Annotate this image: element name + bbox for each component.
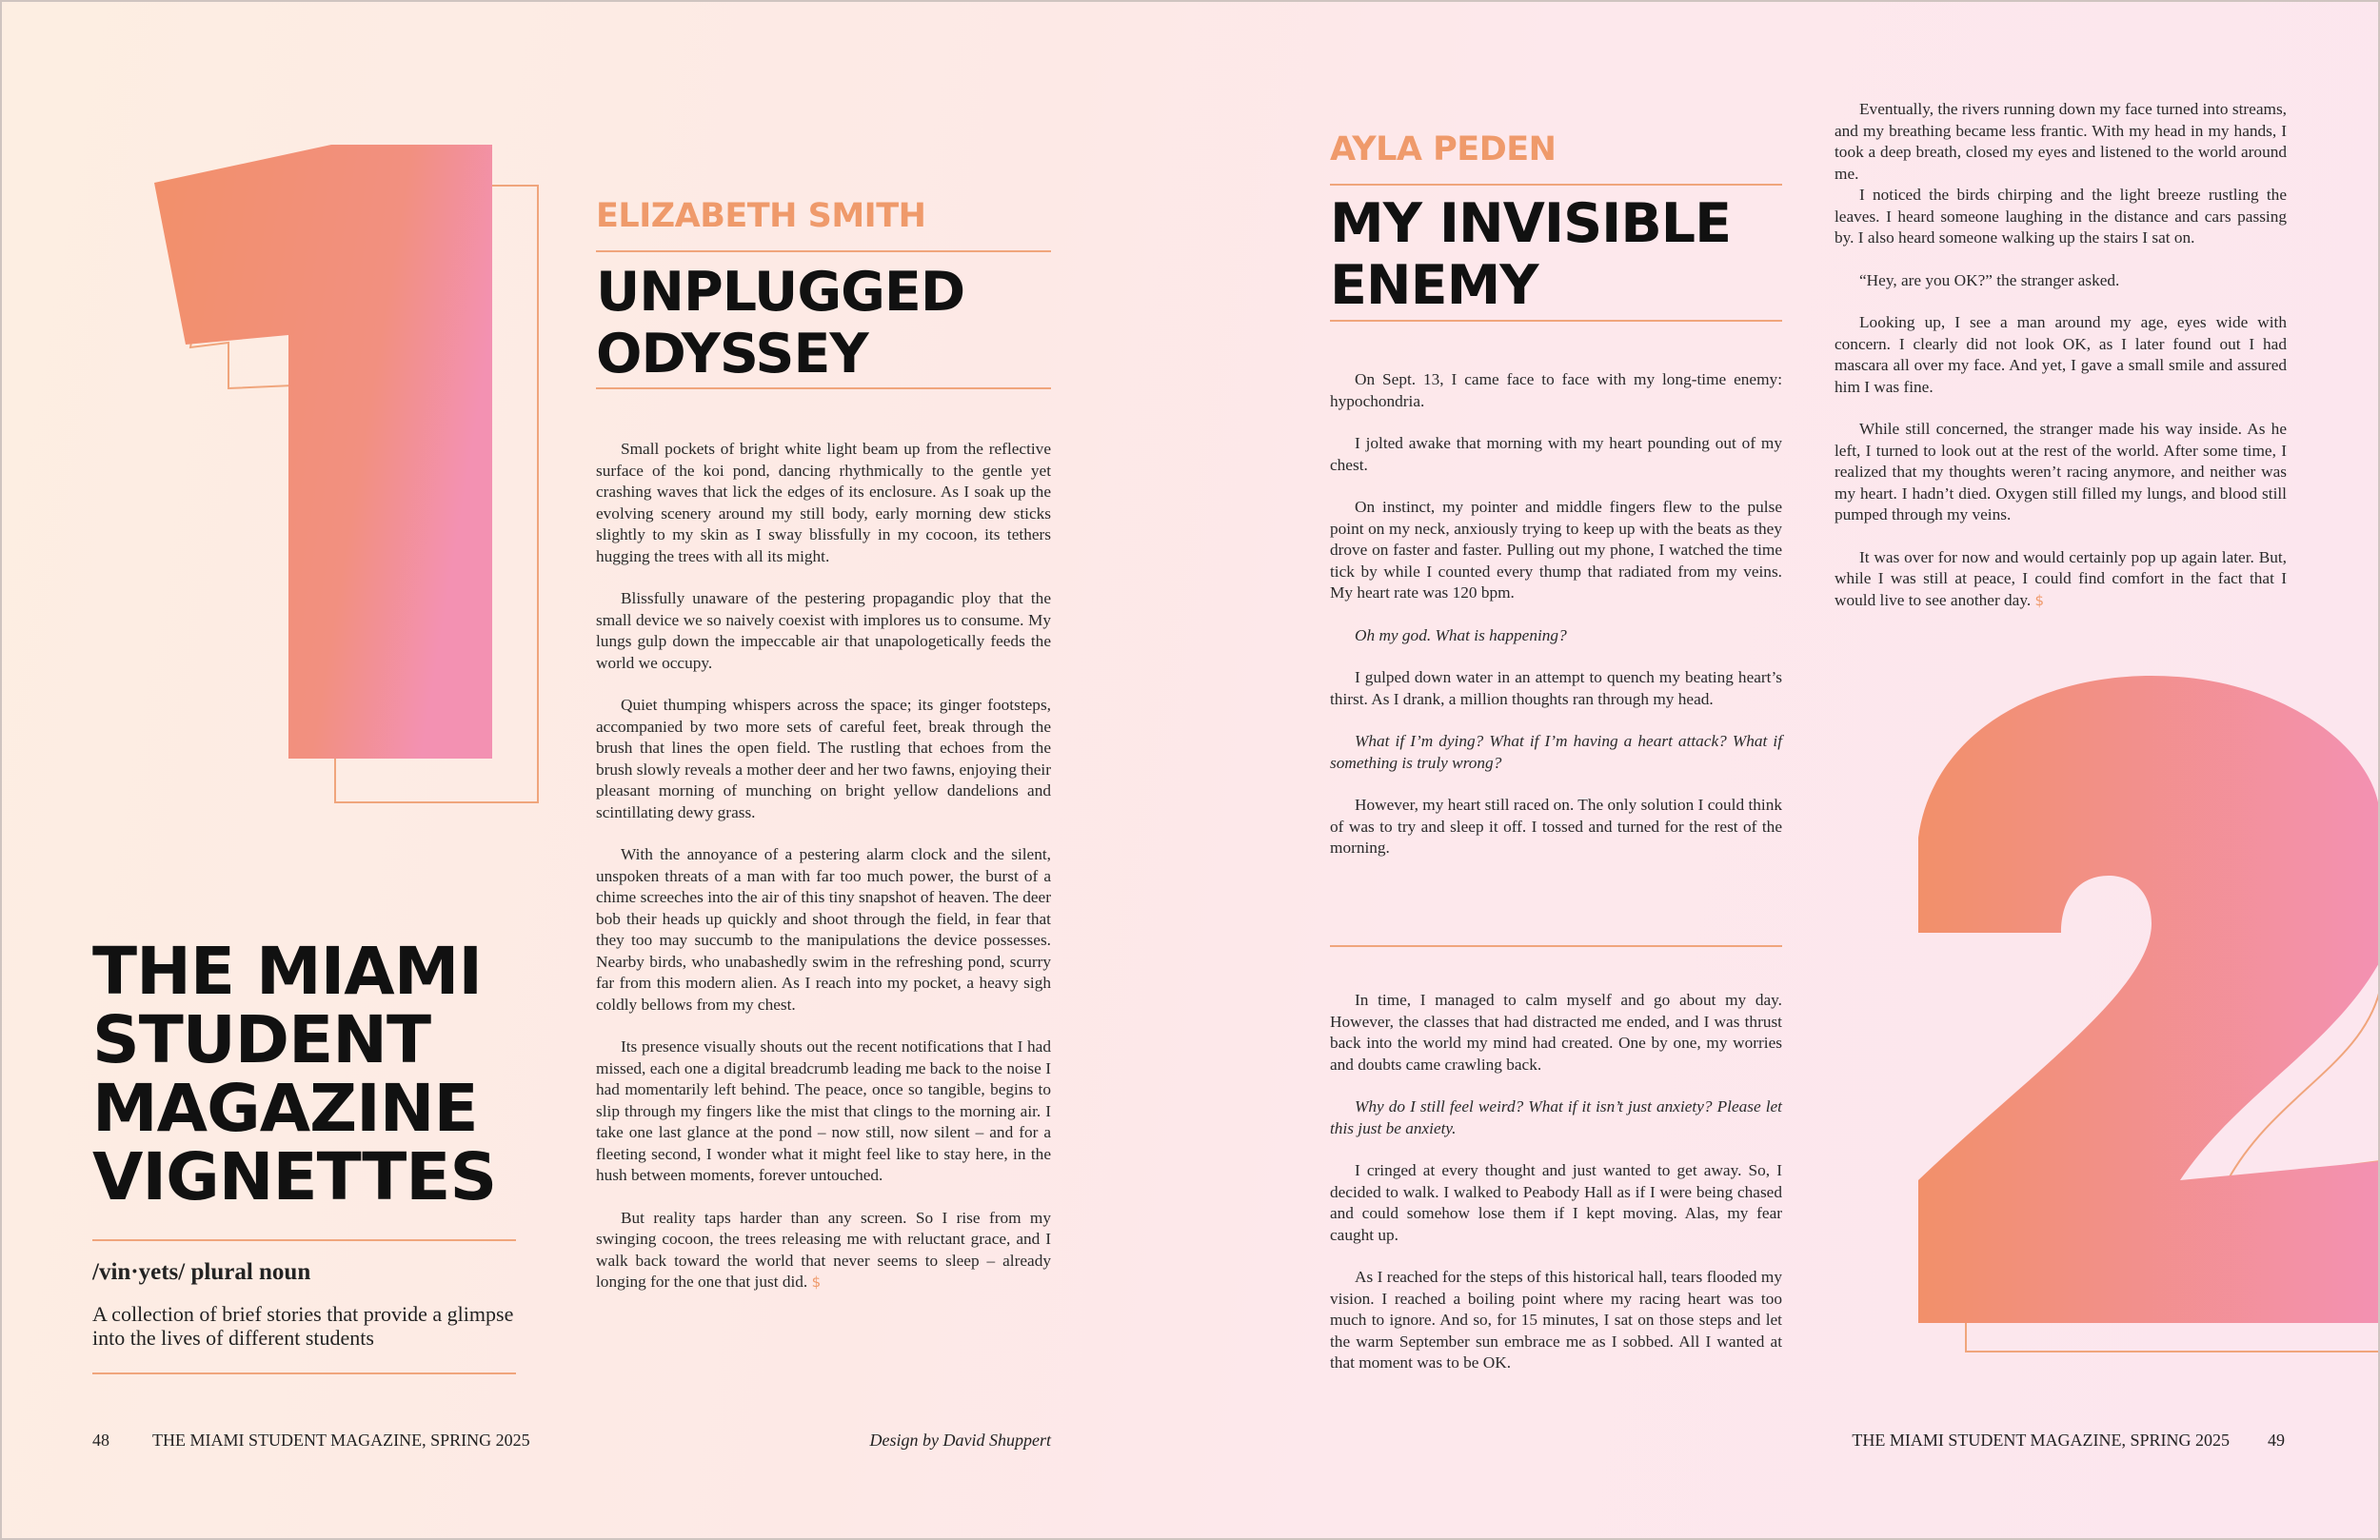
story2-author: AYLA PEDEN	[1330, 130, 1557, 168]
story2-col2	[1835, 99, 2287, 632]
story2-paragraph: I jolted awake that morning with my heart pounding out of my chest.	[1330, 434, 1782, 474]
title-rule-bottom	[92, 1372, 516, 1374]
story2-paragraph: While still concerned, the stranger made his way inside. As he left, I turned to look out at the rest of the world. After some time, I realized that my thoughts weren’t racing anymore, and neither was my heart. I hadn’t died. Oxygen still filled my lungs, and blood still pumped through my veins.	[1835, 420, 2287, 523]
story2-paragraph: I gulped down water in an attempt to quench my beating heart’s thirst. As I drank, a million thoughts ran through my head.	[1330, 668, 1782, 708]
story1-paragraph: Blissfully unaware of the pestering propagandic ploy that the small device we so naively coexist with implores us to consume. My lungs gulp down the impeccable air that unapologetically feeds the world we occupy.	[596, 589, 1051, 672]
story2-paragraph-last: It was over for now and would certainly pop up again later. But, while I was still at peace, I could find comfort in the fact that I would live to see another day. $	[1835, 547, 2287, 609]
story2-title-line1: MY INVISIBLE	[1330, 192, 1732, 255]
story1-author-rule	[596, 250, 1051, 252]
story2-title	[1330, 193, 1731, 317]
story2-paragraph: I cringed at every thought and just wanted to get away. So, I decided to walk. I walked to Peabody Hall as if I were being chased and could somehow lose them if I kept moving. Alas, my fear caught up.	[1330, 1161, 1782, 1244]
definition-heading: /vin·yets/ plural noun	[92, 1259, 311, 1285]
left-running-footer: THE MIAMI STUDENT MAGAZINE, SPRING 2025	[152, 1431, 530, 1450]
right-page-number: 49	[2268, 1431, 2285, 1450]
end-mark-icon: $	[811, 1273, 822, 1291]
story1-title-line1: UNPLUGGED	[596, 261, 965, 324]
story1-author: ELIZABETH SMITH	[596, 197, 926, 235]
story1-body	[596, 439, 1051, 1314]
story2-paragraph: On instinct, my pointer and middle fingers flew to the pulse point on my neck, anxiously trying to keep up with the beats as they drove on faster and faster. Pulling out my phone, I watched the time tick by while I counted every thump that radiated from my veins. My heart rate was 120 bpm.	[1330, 498, 1782, 602]
story1-title	[596, 262, 964, 385]
story2-paragraph: However, my heart still raced on. The only solution I could think of was to try and sleep it off. I tossed and turned for the rest of the morning.	[1330, 796, 1782, 857]
story2-title-rule	[1330, 320, 1782, 322]
story1-paragraph: Quiet thumping whispers across the space; its ginger footsteps, accompanied by two more sets of careful feet, break through the brush that lines the open field. The rustling that echoes from the brush slowly reveals a mother deer and her two fawns, enjoying their pleasant morning of munching on bright yellow dandelions and scintillating dewy grass.	[596, 696, 1051, 821]
story2-col1-part1	[1330, 369, 1782, 880]
story1-paragraph: Its presence visually shouts out the recent notifications that I had missed, each one a digital breadcrumb leading me back to the noise I had momentarily left behind. The peace, once so tangible, begins to slip through my fingers like the mist that clings to the morning air. I take one last glance at the pond – now still, now silent – and for a fleeting second, I wonder what it might feel like to stay here, in the hush between moments, forever untouched.	[596, 1037, 1051, 1184]
left-page-number: 48	[92, 1431, 109, 1450]
story2-paragraph: Looking up, I see a man around my age, eyes wide with concern. I clearly did not look OK, as I later found out I had mascara all over my face. And yet, I gave a small smile and assured him I was fine.	[1835, 313, 2287, 396]
numeral-two-graphic	[1914, 647, 2380, 1371]
story2-paragraph: “Hey, are you OK?” the stranger asked.	[1859, 270, 2120, 289]
story2-paragraph: As I reached for the steps of this historical hall, tears flooded my vision. I reached a boiling point where my racing heart was too much to ignore. And so, for 15 minutes, I sat on those steps and let the warm September sun embrace me as I sobbed. All I wanted at that moment was to be OK.	[1330, 1268, 1782, 1372]
story2-title-line2: ENEMY	[1330, 254, 1538, 317]
story2-paragraph-italic: What if I’m dying? What if I’m having a heart attack? What if something is truly wrong?	[1330, 732, 1782, 772]
story2-paragraph: Eventually, the rivers running down my face turned into streams, and my breathing became less frantic. With my head in my hands, I took a deep breath, closed my eyes and listened to the world around me.	[1835, 100, 2287, 183]
story1-title-line2: ODYSSEY	[596, 323, 868, 385]
story2-paragraph-italic: Why do I still feel weird? What if it isn’t just anxiety? Please let this just be anxiety.	[1330, 1097, 1782, 1137]
story1-paragraph-last: But reality taps harder than any screen. So I rise from my swinging cocoon, the trees releasing me with reluctant grace, and I walk back toward the world that never seems to sleep – already longing for the one that just did. $	[596, 1208, 1051, 1291]
definition-text: A collection of brief stories that provide a glimpse into the lives of different students	[92, 1302, 514, 1350]
magazine-title: THE MIAMI STUDENT MAGAZINE VIGNETTES	[92, 934, 497, 1215]
numeral-one-graphic	[133, 133, 552, 819]
story2-paragraph: In time, I managed to calm myself and go about my day. However, the classes that had distracted me ended, and I was thrust back into the world my mind had created. One by one, my worries and doubts came crawling back.	[1330, 991, 1782, 1074]
story2-paragraph: On Sept. 13, I came face to face with my long-time enemy: hypochondria.	[1330, 370, 1782, 410]
design-credit: Design by David Shuppert	[869, 1431, 1051, 1450]
story1-paragraph: With the annoyance of a pestering alarm clock and the silent, unspoken threats of a man with far too much power, the burst of a chime screeches into the air of this tiny snapshot of heaven. The deer bob their heads up quickly and shoot through the field, in fear that they too may succumb to the manipulations the device possesses. Nearby birds, who unabashedly swim in the refreshing pond, scurry far from this modern alien. As I reach into my pocket, a heavy sigh coldly bellows from my chest.	[596, 845, 1051, 1014]
story2-paragraph: I noticed the birds chirping and the light breeze rustling the leaves. I heard someone laughing in the distance and cars passing by. I also heard someone walking up the stairs I sat on.	[1835, 186, 2287, 247]
story2-section-break-rule	[1330, 945, 1782, 947]
title-rule-top	[92, 1239, 516, 1241]
story2-author-rule	[1330, 184, 1782, 186]
story1-title-rule	[596, 387, 1051, 389]
story2-col1-part2	[1330, 990, 1782, 1395]
right-running-footer: THE MIAMI STUDENT MAGAZINE, SPRING 2025	[1852, 1431, 2230, 1450]
end-mark-icon: $	[2034, 591, 2045, 609]
story1-paragraph: Small pockets of bright white light beam up from the reflective surface of the koi pond, dancing rhythmically to the gentle yet crashing waves that lick the edges of its enclosure. As I soak up the evolving scenery around my still body, early morning dew sticks slightly to my skin as I sway blissfully in my cocoon, its tethers hugging the trees with all its might.	[596, 440, 1051, 565]
story2-paragraph-italic: Oh my god. What is happening?	[1355, 625, 1567, 644]
